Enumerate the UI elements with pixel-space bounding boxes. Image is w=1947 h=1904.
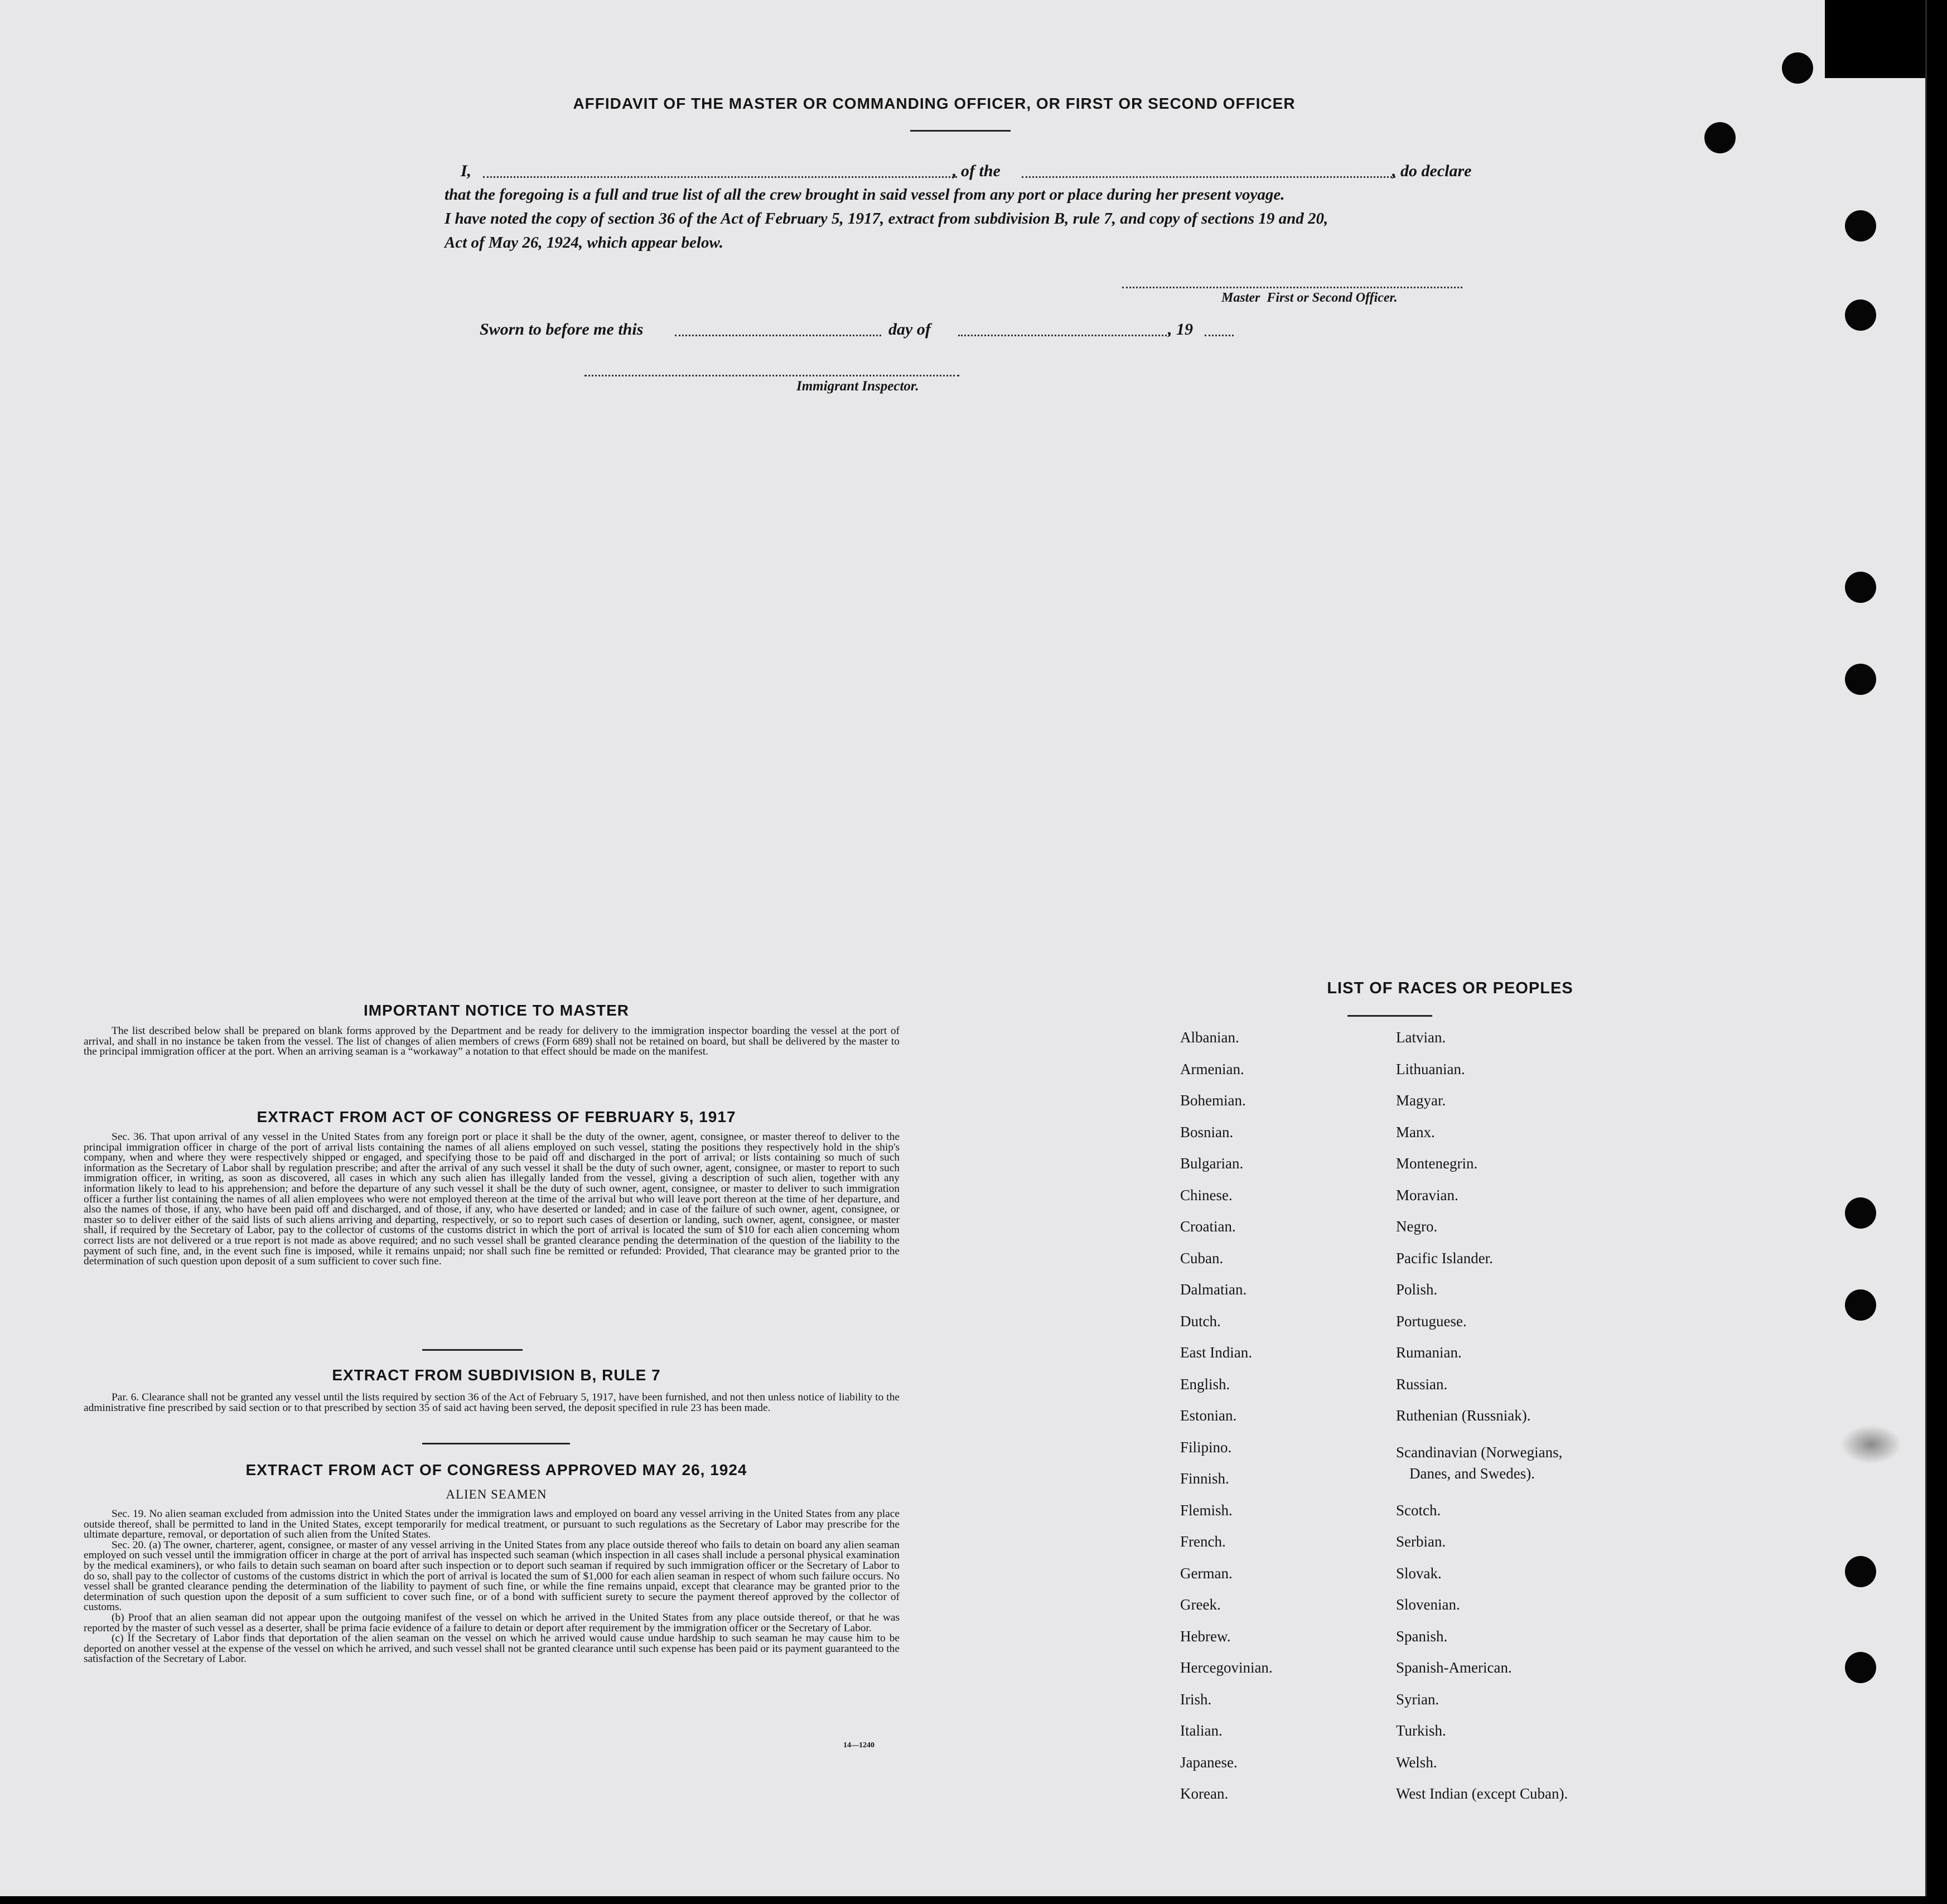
year-blank — [1205, 335, 1234, 336]
punch-hole — [1845, 1652, 1876, 1683]
punch-hole — [1704, 122, 1736, 153]
notice-text: The list described below shall be prepared on blank forms approved by the Department and be ready for delivery to the immigration inspector boarding the vessel at the port of arrival, and shall in no instance be taken from the vessel. The list of changes of alien members of crews (Form 689) shall not be retained on board, but shall be delivered by the master to the principal immigration officer at the port. When an arriving seaman is a “workaway” a notation to that effect should be made on the manifest. — [84, 1025, 900, 1058]
race-item: Turkish. — [1396, 1722, 1446, 1739]
paper-smudge — [1840, 1425, 1902, 1464]
race-item: Dalmatian. — [1180, 1281, 1247, 1298]
scan-border — [1825, 0, 1925, 78]
race-item: Spanish. — [1396, 1627, 1448, 1645]
section-20b-text: (b) Proof that an alien seaman did not appear upon the outgoing manifest of the vessel on which he arrived in the United States from any place outside thereof, or that he was reported by the master of such vessel as a deserter, shall be prima facie evidence of a failure to detain or deport after requirement by the immigration officer or the Secretary of Labor. — [84, 1611, 900, 1634]
race-item: Russian. — [1396, 1375, 1448, 1393]
race-item: Cuban. — [1180, 1249, 1224, 1267]
race-item: West Indian (except Cuban). — [1396, 1785, 1568, 1802]
races-title-underline — [1347, 1015, 1432, 1017]
sworn-day-of: day of — [888, 320, 931, 339]
race-item: Albanian. — [1180, 1029, 1239, 1046]
race-item: Estonian. — [1180, 1407, 1237, 1424]
race-item: French. — [1180, 1533, 1226, 1550]
section-20a-text: Sec. 20. (a) The owner, charterer, agent, consignee, or master of any vessel arriving in the United States from any place outside thereof who fails to detain on board any alien seaman employed on such vessel until the immigration officer in charge at the port of arrival has inspected such seaman (which inspection in all cases shall include a personal physical examination by the medical examiners), or who fails to detain such seaman on board after such inspection or to deport such seaman if required by such immigration officer or the Secretary of Labor to do so, shall pay to the collector of customs of the customs district in which the port of arrival is located the sum of $1,000 for each alien seaman in respect of whom such failure occurs. No vessel shall be granted clearance pending the determination of the liability to payment of such fine, or while the fine remains unpaid, except that clearance may be granted prior to the determination of such question upon the deposit of a sum sufficient to cover such fine, or of a bond with sufficient surety to secure the payment thereof approved by the collector of customs. — [84, 1539, 900, 1613]
inspector-caption: Immigrant Inspector. — [796, 379, 919, 394]
races-column-2 — [1396, 1022, 1568, 1810]
rule-7-title: EXTRACT FROM SUBDIVISION B, RULE 7 — [332, 1366, 661, 1384]
extract-1924-section — [84, 1509, 900, 1665]
race-item: English. — [1180, 1375, 1230, 1393]
race-item: Croatian. — [1180, 1218, 1236, 1235]
section-20c-text: (c) If the Secretary of Labor finds that deportation of the alien seaman on the vessel on which he arrived would cause undue hardship to such seaman he may cause him to be deported on another vessel at the expense of the vessel on which he arrived, and such vessel shall not be granted clearance until such expense has been paid or its payment guaranteed to the satisfaction of the Secretary of Labor. — [84, 1632, 900, 1665]
race-item: Bohemian. — [1180, 1092, 1246, 1109]
extract-1917-title: EXTRACT FROM ACT OF CONGRESS OF FEBRUARY 5, 1917 — [257, 1108, 736, 1125]
notice-title: IMPORTANT NOTICE TO MASTER — [363, 1002, 630, 1019]
race-item: Ruthenian (Russniak). — [1396, 1407, 1531, 1424]
races-column-1 — [1180, 1022, 1273, 1810]
race-item: Filipino. — [1180, 1438, 1232, 1456]
race-item: Bulgarian. — [1180, 1155, 1244, 1172]
race-item: Japanese. — [1180, 1753, 1238, 1771]
punch-hole — [1845, 1556, 1876, 1587]
section-36-text: Sec. 36. That upon arrival of any vessel in the United States from any foreign port or place it shall be the duty of the owner, agent, consignee, or master thereof to deliver to the principal immigration officer in charge of the port of arrival lists containing the names of all aliens employed on such vessel, stating the positions they respectively hold in the ship's company, when and where they were respectively shipped or engaged, and specifying those to be paid off and discharged in the port of arrival; or lists containing so much of such information as the Secretary of Labor shall by regulation prescribe; and after the arrival of any such vessel it shall be the duty of such owner, agent, consignee, or master to report to such immigration officer, in writing, as soon as discovered, all cases in which any such alien has illegally landed from the vessel, giving a description of such alien, together with any information likely to lead to his apprehension; and before the departure of any such vessel it shall be the duty of such owner, agent, consignee, or master to deliver to such immigration officer a further list containing the names of all alien employees who were not employed thereon at the time of the arrival but who will leave port thereon at the time of her departure, and also the names of those, if any, who have been paid off and discharged, and of those, if any, who have deserted or landed; and in case of the failure of such owner, agent, consignee, or master so to deliver either of the said lists of such aliens arriving and departing, respectively, or so to report such cases of desertion or landing, such owner, agent, consignee, or master shall, if required by the Secretary of Labor, pay to the collector of customs of the customs district in which the port of arrival is located the sum of $10 for each alien concerning whom correct lists are not delivered or a true report is not made as above required; and no such vessel shall be granted clearance pending the determination of the question of the liability to the payment of such fine, and, in the event such fine is imposed, while it remains unpaid; nor shall such fine be remitted or refunded: Provided, That clearance may be granted prior to the determination of such question upon deposit of a sum sufficient to cover such fine. — [84, 1131, 900, 1268]
race-item: Welsh. — [1396, 1753, 1437, 1771]
notice-section — [84, 1026, 900, 1057]
extract-1924-title: EXTRACT FROM ACT OF CONGRESS APPROVED MAY 26, 1924 — [245, 1461, 747, 1478]
race-item: Chinese. — [1180, 1186, 1233, 1204]
race-item: Latvian. — [1396, 1029, 1446, 1046]
title-underline — [910, 130, 1011, 132]
punch-hole — [1845, 572, 1876, 603]
races-title: LIST OF RACES OR PEOPLES — [1327, 979, 1573, 997]
race-item: Spanish-American. — [1396, 1659, 1512, 1676]
sworn-year: , 19 — [1168, 320, 1193, 339]
race-item: Bosnian. — [1180, 1123, 1234, 1141]
race-item: Hercegovinian. — [1180, 1659, 1273, 1676]
race-item: Dutch. — [1180, 1312, 1221, 1330]
officer-signature-line — [1122, 287, 1462, 288]
affidavit-title: AFFIDAVIT OF THE MASTER OR COMMANDING OFFICER, OR FIRST OR SECOND OFFICER — [573, 95, 1296, 112]
race-item: Rumanian. — [1396, 1344, 1462, 1361]
vessel-blank — [1022, 176, 1395, 178]
alien-seamen-subtitle: ALIEN SEAMEN — [446, 1487, 547, 1501]
race-item: Irish. — [1180, 1690, 1212, 1708]
race-item: Finnish. — [1180, 1470, 1229, 1487]
race-item: Magyar. — [1396, 1092, 1446, 1109]
punch-hole — [1845, 210, 1876, 241]
form-number: 14—1240 — [843, 1741, 875, 1750]
punch-hole — [1782, 52, 1813, 84]
punch-hole — [1845, 1289, 1876, 1321]
race-item: Montenegrin. — [1396, 1155, 1478, 1172]
affidavit-line3: I have noted the copy of section 36 of the Act of February 5, 1917, extract from subdivision B, rule 7, and copy of sections 19 and 20, — [445, 210, 1328, 228]
race-item: Serbian. — [1396, 1533, 1446, 1550]
race-item: Portuguese. — [1396, 1312, 1467, 1330]
race-item: Slovenian. — [1396, 1596, 1460, 1613]
race-item: Pacific Islander. — [1396, 1249, 1493, 1267]
inspector-signature-line — [584, 375, 959, 376]
race-item: German. — [1180, 1564, 1233, 1582]
race-item: Flemish. — [1180, 1501, 1233, 1519]
race-item: Slovak. — [1396, 1564, 1442, 1582]
race-item: Lithuanian. — [1396, 1060, 1465, 1077]
punch-hole — [1845, 1197, 1876, 1229]
affidavit-line1-of-the: , of the — [953, 162, 1001, 180]
affidavit-line1-declare: , do declare — [1392, 162, 1472, 180]
day-blank — [675, 335, 881, 336]
race-item: Polish. — [1396, 1281, 1438, 1298]
month-blank — [958, 335, 1170, 336]
race-item: Negro. — [1396, 1218, 1438, 1235]
race-item: Italian. — [1180, 1722, 1223, 1739]
affidavit-line4: Act of May 26, 1924, which appear below. — [445, 234, 723, 252]
name-blank — [483, 176, 957, 178]
section-divider — [422, 1443, 570, 1444]
affidavit-line2: that the foregoing is a full and true list of all the crew brought in said vessel from any port or place during her present voyage. — [445, 186, 1285, 204]
rule-7-text: Par. 6. Clearance shall not be granted any vessel until the lists required by section 36 of the Act of February 5, 1917, have been furnished, and not then unless notice of liability to the administrative fine prescribed by said section or to that prescribed by section 35 of said act having been served, the deposit specified in rule 23 has been made. — [84, 1391, 900, 1414]
rule-7-section — [84, 1393, 900, 1413]
race-item: Scotch. — [1396, 1501, 1441, 1519]
race-item: Korean. — [1180, 1785, 1229, 1802]
race-item: Moravian. — [1396, 1186, 1458, 1204]
race-item: Manx. — [1396, 1123, 1435, 1141]
race-item: East Indian. — [1180, 1344, 1252, 1361]
punch-hole — [1845, 664, 1876, 695]
punch-hole — [1845, 299, 1876, 331]
race-item: Greek. — [1180, 1596, 1221, 1613]
race-item: Syrian. — [1396, 1690, 1439, 1708]
sworn-text: Sworn to before me this — [480, 320, 644, 339]
race-item: Armenian. — [1180, 1060, 1244, 1077]
affidavit-line1-i: I, — [461, 162, 472, 180]
race-item: Danes, and Swedes). — [1409, 1465, 1535, 1482]
race-item: Hebrew. — [1180, 1627, 1231, 1645]
race-item: Scandinavian (Norwegians, — [1396, 1443, 1563, 1461]
extract-1917-section — [84, 1132, 900, 1267]
section-19-text: Sec. 19. No alien seaman excluded from admission into the United States under the immigration laws and employed on board any vessel arriving in the United States from any place outside thereof, shall be permitted to land in the United States, except temporarily for medical treatment, or pursuant to such regulations as the Secretary of Labor may prescribe for the ultimate departure, removal, or deportation of such alien from the United States. — [84, 1508, 900, 1541]
officer-signature-caption: Master First or Second Officer. — [1221, 291, 1398, 305]
section-divider — [422, 1349, 523, 1351]
